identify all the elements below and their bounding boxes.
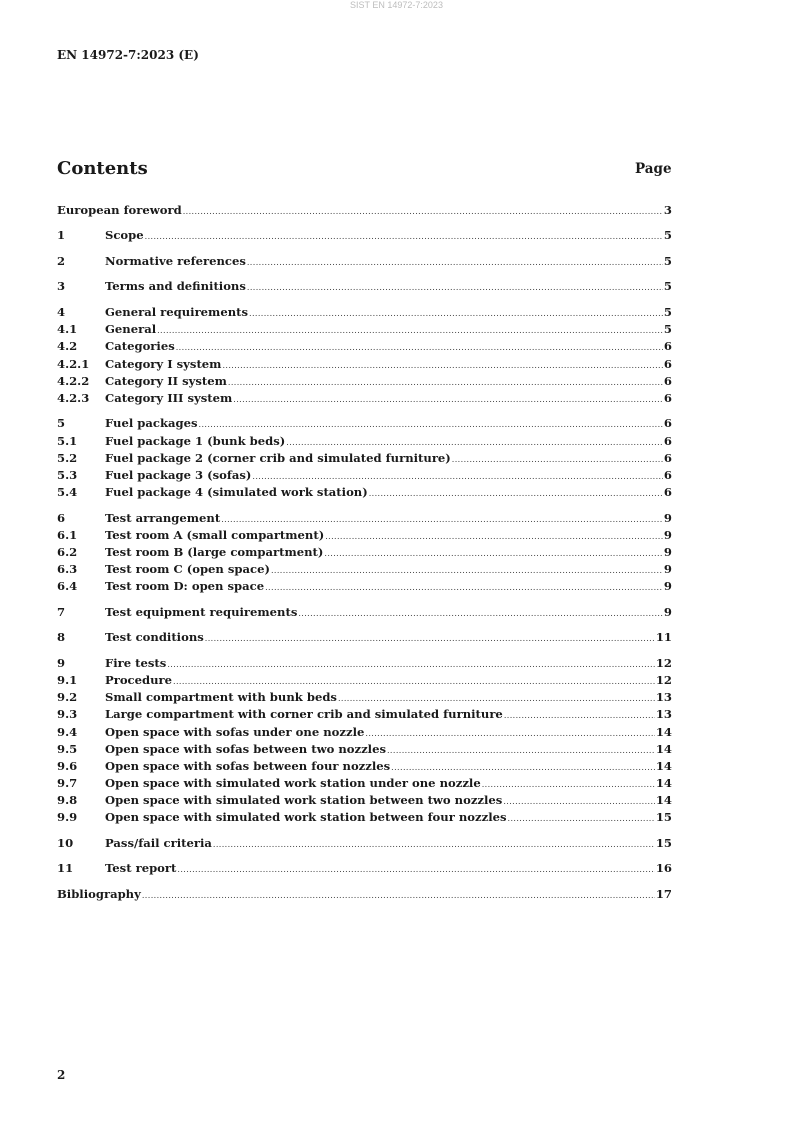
dot-leader (452, 451, 663, 468)
toc-entry-title: Test room B (large compartment) (105, 544, 324, 559)
toc-entry-number: 5.3 (57, 467, 78, 482)
dot-leader (482, 776, 655, 793)
toc-entry-number: 5 (57, 416, 66, 431)
toc-entry-page: 12 (655, 655, 672, 670)
dot-leader (391, 759, 655, 776)
toc-entry-title: Category I system (105, 356, 222, 371)
dot-leader (369, 485, 663, 502)
toc-entry[interactable] (57, 629, 672, 646)
dot-leader (252, 468, 663, 485)
toc-entry[interactable] (57, 578, 672, 595)
toc-entry[interactable] (57, 227, 672, 244)
toc-entry-number: 4 (57, 304, 66, 319)
toc-entry[interactable] (57, 356, 672, 373)
toc-entry-page: 6 (663, 390, 672, 405)
toc-entry-number: 9.2 (57, 690, 78, 705)
toc-entry-number: 4.2.3 (57, 390, 90, 405)
toc-entry-page: 6 (663, 339, 672, 354)
toc-entry[interactable] (57, 278, 672, 295)
toc-entry[interactable] (57, 775, 672, 792)
toc-entry-number: 2 (57, 253, 66, 268)
toc-entry[interactable] (57, 202, 672, 219)
toc-entry-title: Open space with sofas between four nozzles (105, 758, 391, 773)
toc-entry-title: Test report (105, 861, 177, 876)
toc-entry-number: 7 (57, 604, 66, 619)
dot-leader (249, 305, 663, 322)
toc-entry[interactable] (57, 741, 672, 758)
toc-entry-page: 9 (663, 604, 672, 619)
toc-entry-title: Normative references (105, 253, 246, 268)
toc-entry-title: Large compartment with corner crib and simulated furniture (105, 707, 503, 722)
toc-entry[interactable] (57, 338, 672, 355)
toc-entry[interactable] (57, 450, 672, 467)
toc-entry[interactable] (57, 433, 672, 450)
dot-leader (222, 357, 662, 374)
toc-entry-page: 15 (655, 810, 672, 825)
watermark: SIST EN 14972-7:2023 (350, 0, 443, 10)
toc-entry-title: Scope (105, 228, 144, 243)
toc-entry-page: 14 (655, 741, 672, 756)
toc-entry[interactable] (57, 604, 672, 621)
toc-entry-number: 3 (57, 279, 66, 294)
toc-entry-title: Bibliography (57, 886, 141, 901)
toc-entry-number: 5.2 (57, 450, 78, 465)
dot-leader (298, 605, 663, 622)
table-of-contents (57, 202, 672, 903)
toc-entry-page: 5 (663, 304, 672, 319)
toc-entry-title: Pass/fail criteria (105, 835, 212, 850)
toc-entry-page: 14 (655, 793, 672, 808)
toc-entry[interactable] (57, 253, 672, 270)
dot-leader (365, 725, 654, 742)
dot-leader (199, 416, 663, 433)
dot-leader (177, 861, 654, 878)
toc-entry-page: 13 (655, 690, 672, 705)
toc-entry-page: 6 (663, 356, 672, 371)
toc-entry-number: 10 (57, 835, 74, 850)
toc-entry-title: Procedure (105, 672, 173, 687)
toc-entry-page: 5 (663, 253, 672, 268)
toc-entry[interactable] (57, 886, 672, 903)
toc-entry-title: Fuel package 3 (sofas) (105, 467, 252, 482)
toc-entry-title: General requirements (105, 304, 249, 319)
toc-entry-number: 4.2 (57, 339, 78, 354)
toc-entry-number: 11 (57, 861, 74, 876)
toc-entry-title: Category III system (105, 390, 233, 405)
toc-entry[interactable] (57, 415, 672, 432)
toc-entry[interactable] (57, 484, 672, 501)
toc-entry-number: 9 (57, 655, 66, 670)
toc-entry-page: 6 (663, 373, 672, 388)
dot-leader (183, 203, 663, 220)
toc-entry-page: 9 (663, 579, 672, 594)
toc-entry-page: 6 (663, 450, 672, 465)
toc-entry-title: European foreword (57, 203, 182, 217)
toc-entry-title: Test conditions (105, 630, 204, 645)
toc-entry[interactable] (57, 527, 672, 544)
dot-leader (508, 810, 655, 827)
toc-entry-number: 4.2.1 (57, 356, 90, 371)
toc-entry-page: 5 (663, 279, 672, 294)
toc-entry-number: 6.4 (57, 579, 78, 594)
toc-entry-number: 1 (57, 228, 66, 243)
toc-entry-number: 8 (57, 630, 66, 645)
dot-leader (167, 656, 655, 673)
toc-entry-number: 6.1 (57, 527, 78, 542)
toc-entry[interactable] (57, 860, 672, 877)
toc-entry-number: 6 (57, 510, 66, 525)
toc-entry-title: Open space with simulated work station under one nozzle (105, 776, 481, 791)
toc-entry-title: Test room C (open space) (105, 562, 270, 577)
toc-entry[interactable] (57, 835, 672, 852)
toc-entry-number: 4.1 (57, 322, 78, 337)
dot-leader (142, 887, 655, 904)
toc-entry-title: Test room A (small compartment) (105, 527, 325, 542)
toc-entry-page: 6 (663, 485, 672, 500)
toc-entry-number: 9.7 (57, 776, 78, 791)
toc-entry-title: Fuel package 1 (bunk beds) (105, 433, 286, 448)
dot-leader (325, 528, 663, 545)
toc-entry[interactable] (57, 390, 672, 407)
toc-entry-page: 17 (655, 886, 672, 901)
dot-leader (247, 254, 663, 271)
toc-entry-title: Test arrangement (105, 510, 221, 525)
toc-entry-title: Open space with sofas between two nozzles (105, 741, 386, 756)
toc-entry[interactable] (57, 672, 672, 689)
page-column-heading: Page (635, 161, 672, 177)
dot-leader (213, 836, 655, 853)
dot-leader (504, 707, 655, 724)
contents-heading: Contents (57, 158, 148, 179)
toc-entry[interactable] (57, 655, 672, 672)
dot-leader (271, 562, 663, 579)
dot-leader (286, 434, 663, 451)
dot-leader (221, 511, 663, 528)
toc-entry[interactable] (57, 561, 672, 578)
dot-leader (324, 545, 663, 562)
dot-leader (173, 673, 655, 690)
toc-entry-title: Open space with simulated work station between two nozzles (105, 793, 503, 808)
toc-entry-page: 16 (655, 861, 672, 876)
dot-leader (205, 630, 655, 647)
toc-entry-number: 9.4 (57, 724, 78, 739)
toc-entry[interactable] (57, 758, 672, 775)
toc-entry-page: 9 (663, 527, 672, 542)
toc-entry-title: Fuel package 2 (corner crib and simulated furniture) (105, 450, 451, 465)
toc-entry-number: 4.2.2 (57, 373, 90, 388)
toc-entry[interactable] (57, 809, 672, 826)
toc-entry-page: 5 (663, 228, 672, 243)
dot-leader (145, 228, 663, 245)
toc-entry[interactable] (57, 373, 672, 390)
toc-entry[interactable] (57, 321, 672, 338)
toc-entry-page: 6 (663, 467, 672, 482)
toc-entry-page: 9 (663, 562, 672, 577)
toc-entry-number: 9.6 (57, 758, 78, 773)
toc-entry-number: 5.1 (57, 433, 78, 448)
toc-entry-page: 14 (655, 724, 672, 739)
toc-entry-title: Fuel packages (105, 416, 198, 431)
toc-entry[interactable] (57, 706, 672, 723)
toc-entry-title: Test room D: open space (105, 579, 265, 594)
toc-entry-page: 9 (663, 510, 672, 525)
toc-entry-number: 5.4 (57, 485, 78, 500)
toc-entry-title: Open space with simulated work station between four nozzles (105, 810, 507, 825)
toc-entry-page: 13 (655, 707, 672, 722)
dot-leader (265, 579, 663, 596)
toc-entry-number: 9.8 (57, 793, 78, 808)
toc-entry-number: 9.5 (57, 741, 78, 756)
document-id: EN 14972-7:2023 (E) (57, 48, 199, 62)
toc-entry-number: 9.3 (57, 707, 78, 722)
toc-entry-page: 15 (655, 835, 672, 850)
dot-leader (157, 322, 663, 339)
toc-entry-page: 6 (663, 416, 672, 431)
toc-entry[interactable] (57, 544, 672, 561)
toc-entry-number: 6.2 (57, 544, 78, 559)
toc-entry-title: Category II system (105, 373, 227, 388)
toc-entry-title: Fire tests (105, 655, 167, 670)
toc-entry[interactable] (57, 792, 672, 809)
dot-leader (387, 742, 655, 759)
toc-entry-title: Terms and definitions (105, 279, 246, 294)
toc-entry-number: 9.9 (57, 810, 78, 825)
toc-entry-title: Fuel package 4 (simulated work station) (105, 485, 368, 500)
toc-entry[interactable] (57, 304, 672, 321)
toc-entry-number: 9.1 (57, 672, 78, 687)
toc-entry-page: 14 (655, 758, 672, 773)
dot-leader (503, 793, 655, 810)
toc-entry-title: Categories (105, 339, 175, 354)
toc-entry[interactable] (57, 689, 672, 706)
toc-entry[interactable] (57, 510, 672, 527)
toc-entry-page: 14 (655, 776, 672, 791)
toc-entry-page: 6 (663, 433, 672, 448)
toc-entry-title: Small compartment with bunk beds (105, 690, 337, 705)
toc-entry-title: Test equipment requirements (105, 604, 298, 619)
page-number: 2 (57, 1068, 66, 1082)
toc-entry-page: 5 (663, 322, 672, 337)
dot-leader (247, 279, 663, 296)
dot-leader (233, 391, 663, 408)
toc-entry-title: Open space with sofas under one nozzle (105, 724, 365, 739)
dot-leader (176, 339, 663, 356)
dot-leader (228, 374, 663, 391)
toc-entry-page: 12 (655, 672, 672, 687)
toc-entry-number: 6.3 (57, 562, 78, 577)
toc-entry-page: 9 (663, 544, 672, 559)
toc-entry-page: 11 (655, 630, 672, 645)
toc-entry[interactable] (57, 467, 672, 484)
toc-entry-title: General (105, 322, 157, 337)
toc-entry[interactable] (57, 724, 672, 741)
dot-leader (338, 690, 655, 707)
toc-entry-page: 3 (663, 203, 672, 217)
